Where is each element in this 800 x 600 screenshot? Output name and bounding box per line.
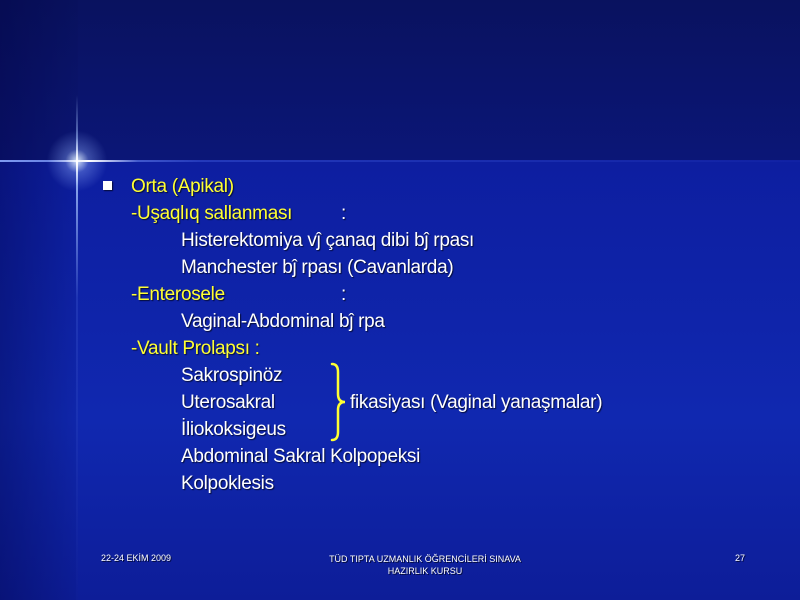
- item-uterosacral: Uterosakral: [181, 392, 275, 413]
- light-flare-vertical: [76, 138, 78, 186]
- heading-orta-apikal: Orta (Apikal): [131, 176, 234, 197]
- colon-enterocele: :: [341, 284, 346, 305]
- light-flare-horizontal: [48, 160, 138, 162]
- bullet-square-icon: [103, 181, 112, 190]
- curly-brace-icon: [328, 362, 348, 442]
- item-sacrospinous: Sakrospinöz: [181, 365, 283, 386]
- item-vaginal-abdominal: Vaginal-Abdominal bĵ rpa: [181, 311, 385, 332]
- left-decor-band: [0, 0, 78, 600]
- item-abdominal-sacral-colpopexy: Abdominal Sakral Kolpopeksi: [181, 446, 421, 467]
- colon-uterine: :: [341, 203, 346, 224]
- item-colpocleisis: Kolpoklesis: [181, 473, 274, 494]
- footer-date: 22-24 EKİM 2009: [101, 553, 172, 563]
- label-vault-prolapse: -Vault Prolapsı :: [131, 338, 260, 359]
- footer-page-number: 27: [735, 553, 746, 563]
- footer-course-title: [280, 553, 570, 577]
- label-uterine-prolapse: -Uşaqlıq sallanması: [131, 203, 293, 224]
- label-enterocele: -Enterosele: [131, 284, 225, 305]
- footer-course-line1: TÜD TIPTA UZMANLIK ÖĞRENCİLERİ SINAVA: [329, 554, 521, 564]
- footer-course-line2: HAZIRLIK KURSU: [387, 566, 463, 576]
- item-fixation-text: fikasiyası (Vaginal yanaşmalar): [350, 392, 603, 413]
- slide-title-area: [0, 0, 800, 160]
- item-iliococcygeus: İliokoksigeus: [181, 419, 286, 440]
- item-manchester: Manchester bĵ rpası (Cavanlarda): [181, 257, 454, 278]
- item-hysterectomy: Histerektomiya vĵ çanaq dibi bĵ rpası: [181, 230, 475, 251]
